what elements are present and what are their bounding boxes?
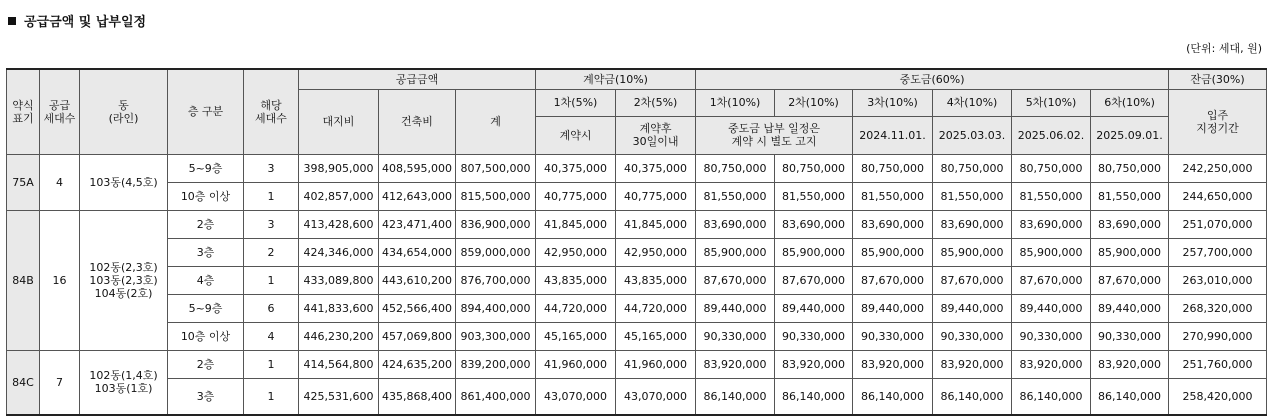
building-line: 102동(2,3호) <box>89 260 158 274</box>
cell-i4: 87,670,000 <box>933 266 1012 294</box>
cell-i6: 83,920,000 <box>1091 350 1169 378</box>
cell-i6: 87,670,000 <box>1091 266 1169 294</box>
header-dep2: 2차(5%) <box>616 89 696 116</box>
table-body <box>7 154 1267 415</box>
cell-balance: 270,990,000 <box>1169 322 1267 350</box>
cell-type: 84C <box>7 350 40 415</box>
table-row <box>7 350 1267 378</box>
cell-i6: 83,690,000 <box>1091 210 1169 238</box>
cell-i3: 90,330,000 <box>853 322 933 350</box>
cell-construction: 412,643,000 <box>379 182 456 210</box>
cell-i5: 89,440,000 <box>1012 294 1091 322</box>
cell-units: 4 <box>244 322 299 350</box>
table-row <box>7 210 1267 238</box>
section-title-text: 공급금액 및 납부일정 <box>24 15 147 30</box>
cell-construction: 423,471,400 <box>379 210 456 238</box>
cell-construction: 434,654,000 <box>379 238 456 266</box>
cell-i2: 87,670,000 <box>775 266 853 294</box>
cell-d1: 41,845,000 <box>536 210 616 238</box>
header-deposit: 계약금(10%) <box>536 69 696 89</box>
cell-d2: 41,960,000 <box>616 350 696 378</box>
cell-units: 1 <box>244 182 299 210</box>
cell-balance: 268,320,000 <box>1169 294 1267 322</box>
cell-construction: 443,610,200 <box>379 266 456 294</box>
header-floor: 층 구분 <box>168 69 244 154</box>
cell-i5: 81,550,000 <box>1012 182 1091 210</box>
cell-d2: 40,375,000 <box>616 154 696 182</box>
section-title <box>8 11 146 30</box>
header-dep1-when: 계약시 <box>536 116 616 154</box>
header-dep1: 1차(5%) <box>536 89 616 116</box>
cell-d1: 42,950,000 <box>536 238 616 266</box>
cell-total: 894,400,000 <box>456 294 536 322</box>
cell-construction: 435,868,400 <box>379 378 456 415</box>
cell-i3: 85,900,000 <box>853 238 933 266</box>
cell-balance: 244,650,000 <box>1169 182 1267 210</box>
cell-i2: 86,140,000 <box>775 378 853 415</box>
cell-d2: 42,950,000 <box>616 238 696 266</box>
cell-i1: 85,900,000 <box>696 238 775 266</box>
cell-i5: 87,670,000 <box>1012 266 1091 294</box>
header-i4-when: 2025.03.03. <box>933 116 1012 154</box>
cell-i3: 80,750,000 <box>853 154 933 182</box>
header-balance-when: 입주 지정기간 <box>1169 89 1267 154</box>
cell-land: 414,564,800 <box>299 350 379 378</box>
table-header <box>7 69 1267 154</box>
cell-i5: 83,690,000 <box>1012 210 1091 238</box>
header-total: 계 <box>456 89 536 154</box>
cell-land: 413,428,600 <box>299 210 379 238</box>
cell-construction: 452,566,400 <box>379 294 456 322</box>
cell-land: 446,230,200 <box>299 322 379 350</box>
cell-total: 839,200,000 <box>456 350 536 378</box>
cell-i4: 86,140,000 <box>933 378 1012 415</box>
cell-i4: 83,920,000 <box>933 350 1012 378</box>
cell-floor: 2층 <box>168 210 244 238</box>
header-balance: 잔금(30%) <box>1169 69 1267 89</box>
cell-i6: 81,550,000 <box>1091 182 1169 210</box>
cell-construction: 424,635,200 <box>379 350 456 378</box>
header-i4: 4차(10%) <box>933 89 1012 116</box>
header-i3-when: 2024.11.01. <box>853 116 933 154</box>
cell-type: 75A <box>7 154 40 210</box>
cell-land: 433,089,800 <box>299 266 379 294</box>
cell-floor: 5~9층 <box>168 154 244 182</box>
cell-i4: 85,900,000 <box>933 238 1012 266</box>
header-land: 대지비 <box>299 89 379 154</box>
cell-i5: 86,140,000 <box>1012 378 1091 415</box>
table-row <box>7 154 1267 182</box>
cell-i1: 80,750,000 <box>696 154 775 182</box>
cell-d1: 45,165,000 <box>536 322 616 350</box>
header-interim: 중도금(60%) <box>696 69 1169 89</box>
cell-i1: 83,920,000 <box>696 350 775 378</box>
cell-supply-units: 4 <box>40 154 80 210</box>
cell-units: 1 <box>244 266 299 294</box>
cell-floor: 5~9층 <box>168 294 244 322</box>
header-supply-units: 공급 세대수 <box>40 69 80 154</box>
cell-d2: 45,165,000 <box>616 322 696 350</box>
cell-i5: 90,330,000 <box>1012 322 1091 350</box>
cell-i4: 81,550,000 <box>933 182 1012 210</box>
cell-balance: 251,070,000 <box>1169 210 1267 238</box>
cell-floor: 10층 이상 <box>168 182 244 210</box>
header-i6-when: 2025.09.01. <box>1091 116 1169 154</box>
cell-land: 424,346,000 <box>299 238 379 266</box>
cell-i4: 80,750,000 <box>933 154 1012 182</box>
cell-i4: 90,330,000 <box>933 322 1012 350</box>
cell-d2: 44,720,000 <box>616 294 696 322</box>
cell-balance: 242,250,000 <box>1169 154 1267 182</box>
building-line: 103동(4,5호) <box>89 175 158 189</box>
header-i3: 3차(10%) <box>853 89 933 116</box>
cell-balance: 251,760,000 <box>1169 350 1267 378</box>
cell-balance: 263,010,000 <box>1169 266 1267 294</box>
building-line: 102동(1,4호) <box>89 369 158 383</box>
cell-type: 84B <box>7 210 40 350</box>
cell-building <box>80 350 168 415</box>
cell-i6: 80,750,000 <box>1091 154 1169 182</box>
payment-schedule-table <box>6 68 1267 416</box>
cell-total: 859,000,000 <box>456 238 536 266</box>
header-i2: 2차(10%) <box>775 89 853 116</box>
table-row <box>7 322 1267 350</box>
header-i1: 1차(10%) <box>696 89 775 116</box>
cell-balance: 257,700,000 <box>1169 238 1267 266</box>
cell-construction: 408,595,000 <box>379 154 456 182</box>
cell-building <box>80 154 168 210</box>
cell-i5: 83,920,000 <box>1012 350 1091 378</box>
header-i5-when: 2025.06.02. <box>1012 116 1091 154</box>
cell-i2: 80,750,000 <box>775 154 853 182</box>
cell-i2: 83,690,000 <box>775 210 853 238</box>
cell-land: 425,531,600 <box>299 378 379 415</box>
cell-i2: 90,330,000 <box>775 322 853 350</box>
cell-i3: 81,550,000 <box>853 182 933 210</box>
cell-floor: 4층 <box>168 266 244 294</box>
header-construction: 건축비 <box>379 89 456 154</box>
cell-i1: 86,140,000 <box>696 378 775 415</box>
cell-i1: 90,330,000 <box>696 322 775 350</box>
table-row <box>7 266 1267 294</box>
table-row <box>7 294 1267 322</box>
cell-i3: 86,140,000 <box>853 378 933 415</box>
cell-land: 441,833,600 <box>299 294 379 322</box>
table-row <box>7 182 1267 210</box>
building-line: 103동(1호) <box>94 382 153 396</box>
cell-total: 815,500,000 <box>456 182 536 210</box>
cell-floor: 2층 <box>168 350 244 378</box>
cell-i4: 89,440,000 <box>933 294 1012 322</box>
cell-i2: 89,440,000 <box>775 294 853 322</box>
cell-land: 398,905,000 <box>299 154 379 182</box>
cell-i6: 85,900,000 <box>1091 238 1169 266</box>
cell-floor: 3층 <box>168 378 244 415</box>
cell-d1: 40,375,000 <box>536 154 616 182</box>
cell-i2: 81,550,000 <box>775 182 853 210</box>
cell-d1: 44,720,000 <box>536 294 616 322</box>
cell-i3: 83,690,000 <box>853 210 933 238</box>
header-i12-when: 중도금 납부 일정은 계약 시 별도 고지 <box>696 116 853 154</box>
cell-land: 402,857,000 <box>299 182 379 210</box>
cell-i1: 89,440,000 <box>696 294 775 322</box>
cell-construction: 457,069,800 <box>379 322 456 350</box>
cell-units: 1 <box>244 378 299 415</box>
building-line: 104동(2호) <box>94 286 153 300</box>
cell-d2: 40,775,000 <box>616 182 696 210</box>
cell-balance: 258,420,000 <box>1169 378 1267 415</box>
cell-i3: 87,670,000 <box>853 266 933 294</box>
cell-supply-units: 16 <box>40 210 80 350</box>
cell-total: 836,900,000 <box>456 210 536 238</box>
cell-i3: 83,920,000 <box>853 350 933 378</box>
cell-i5: 80,750,000 <box>1012 154 1091 182</box>
header-supply-amount: 공급금액 <box>299 69 536 89</box>
cell-units: 3 <box>244 154 299 182</box>
cell-building <box>80 210 168 350</box>
cell-d1: 41,960,000 <box>536 350 616 378</box>
square-bullet-icon <box>8 17 16 25</box>
cell-d2: 43,070,000 <box>616 378 696 415</box>
cell-floor: 3층 <box>168 238 244 266</box>
cell-i2: 83,920,000 <box>775 350 853 378</box>
cell-units: 1 <box>244 350 299 378</box>
cell-i3: 89,440,000 <box>853 294 933 322</box>
header-i6: 6차(10%) <box>1091 89 1169 116</box>
cell-d1: 43,070,000 <box>536 378 616 415</box>
cell-total: 903,300,000 <box>456 322 536 350</box>
cell-i6: 86,140,000 <box>1091 378 1169 415</box>
header-dep2-when: 계약후 30일이내 <box>616 116 696 154</box>
cell-supply-units: 7 <box>40 350 80 415</box>
cell-units: 2 <box>244 238 299 266</box>
cell-d2: 41,845,000 <box>616 210 696 238</box>
table-row <box>7 238 1267 266</box>
cell-d2: 43,835,000 <box>616 266 696 294</box>
cell-floor: 10층 이상 <box>168 322 244 350</box>
table-row <box>7 378 1267 415</box>
cell-i1: 81,550,000 <box>696 182 775 210</box>
cell-i4: 83,690,000 <box>933 210 1012 238</box>
cell-total: 807,500,000 <box>456 154 536 182</box>
cell-i1: 83,690,000 <box>696 210 775 238</box>
cell-d1: 40,775,000 <box>536 182 616 210</box>
header-building: 동 (라인) <box>80 69 168 154</box>
cell-i6: 90,330,000 <box>1091 322 1169 350</box>
header-units: 해당 세대수 <box>244 69 299 154</box>
cell-i2: 85,900,000 <box>775 238 853 266</box>
cell-total: 876,700,000 <box>456 266 536 294</box>
cell-total: 861,400,000 <box>456 378 536 415</box>
header-i5: 5차(10%) <box>1012 89 1091 116</box>
header-type-abbr: 약식 표기 <box>7 69 40 154</box>
building-line: 103동(2,3호) <box>89 273 158 287</box>
cell-units: 6 <box>244 294 299 322</box>
cell-i6: 89,440,000 <box>1091 294 1169 322</box>
cell-units: 3 <box>244 210 299 238</box>
cell-d1: 43,835,000 <box>536 266 616 294</box>
unit-note: (단위: 세대, 원) <box>1186 42 1262 55</box>
cell-i1: 87,670,000 <box>696 266 775 294</box>
cell-i5: 85,900,000 <box>1012 238 1091 266</box>
